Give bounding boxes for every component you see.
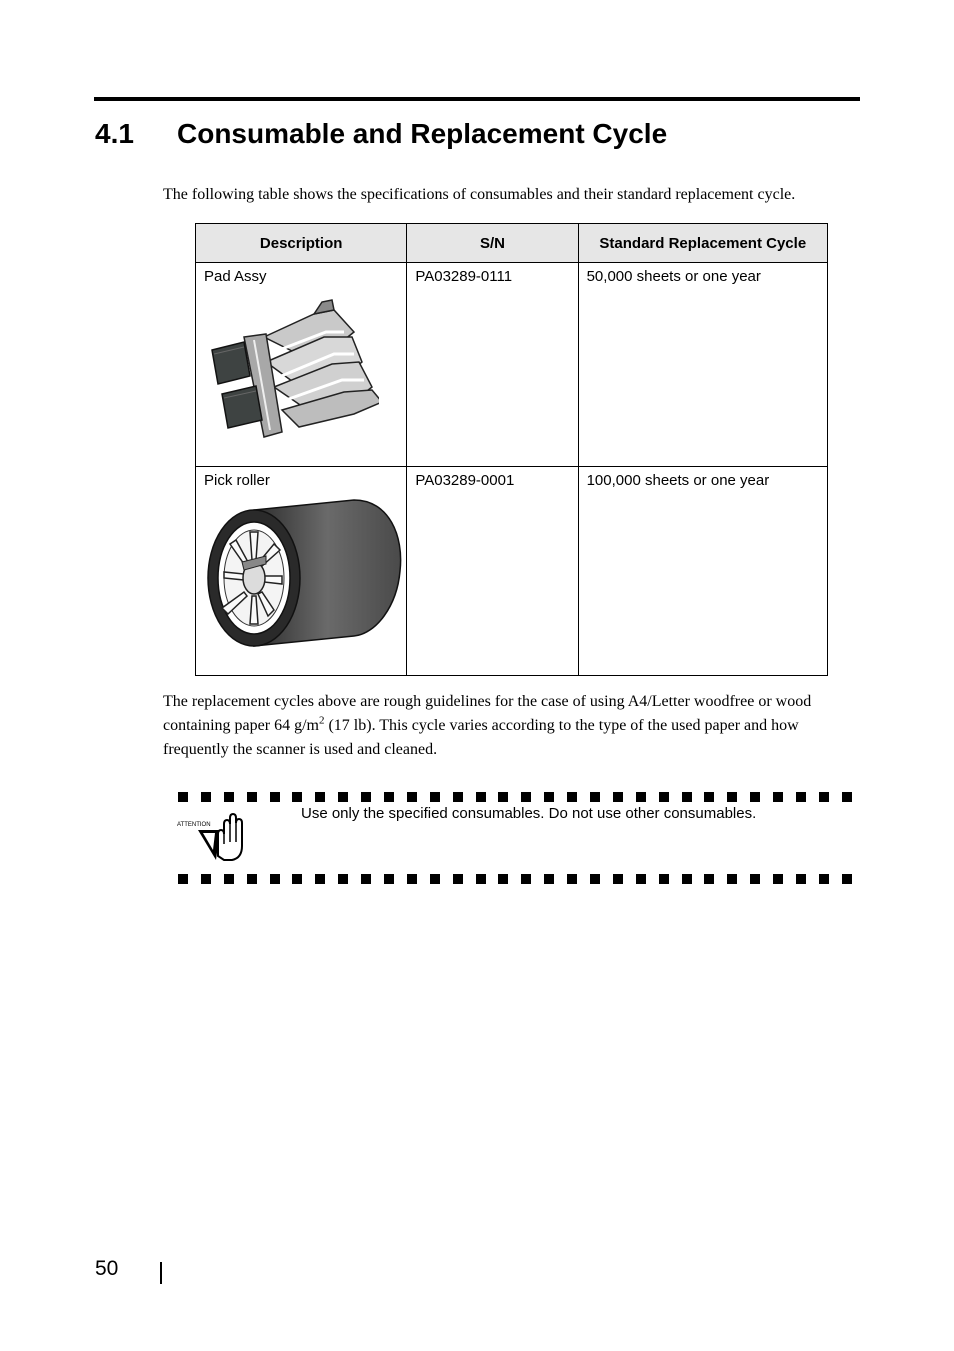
header-cycle: Standard Replacement Cycle [578, 224, 827, 263]
section-title [95, 114, 667, 154]
cell-sn: PA03289-0111 [407, 263, 578, 467]
page-number: 50 [95, 1257, 119, 1280]
attention-bottom-border [178, 874, 852, 884]
pad-assy-illustration [204, 292, 379, 442]
section-title-text: Consumable and Replacement Cycle [177, 118, 668, 149]
cell-description [196, 467, 407, 676]
cell-sn: PA03289-0001 [407, 467, 578, 676]
attention-hand-icon [176, 810, 252, 862]
table-row [196, 263, 828, 467]
description-text: Pad Assy [204, 268, 267, 285]
attention-top-border [178, 792, 852, 802]
table-row [196, 467, 828, 676]
page-number-bar [160, 1262, 162, 1284]
top-rule [94, 97, 860, 101]
section-number: 4.1 [95, 118, 134, 149]
consumables-table [195, 223, 828, 676]
table-header-row [196, 224, 828, 263]
paragraph-superscript: 2 [318, 714, 325, 727]
header-sn: S/N [407, 224, 578, 263]
pick-roller-illustration [204, 496, 404, 648]
intro-text: The following table shows the specifications of consumables and their standard replacement cycle. [163, 186, 796, 203]
attention-icon-label: ATTENTION [177, 822, 211, 828]
cell-cycle: 100,000 sheets or one year [578, 467, 827, 676]
attention-text: Use only the specified consumables. Do not use other consumables. [301, 805, 757, 822]
cell-cycle: 50,000 sheets or one year [578, 263, 827, 467]
paragraph-part1: The replacement cycles above are rough guidelines for the case of using A4/Letter woodfree or wood containing paper 64 g/m [163, 693, 812, 734]
description-text: Pick roller [204, 472, 270, 490]
paragraph-part2: (17 lb). This cycle varies according to the type of the used paper and how frequently the scanner is used and cleaned. [163, 717, 799, 758]
cell-description [196, 263, 407, 467]
replacement-note-paragraph [163, 690, 863, 762]
header-description: Description [196, 224, 407, 263]
